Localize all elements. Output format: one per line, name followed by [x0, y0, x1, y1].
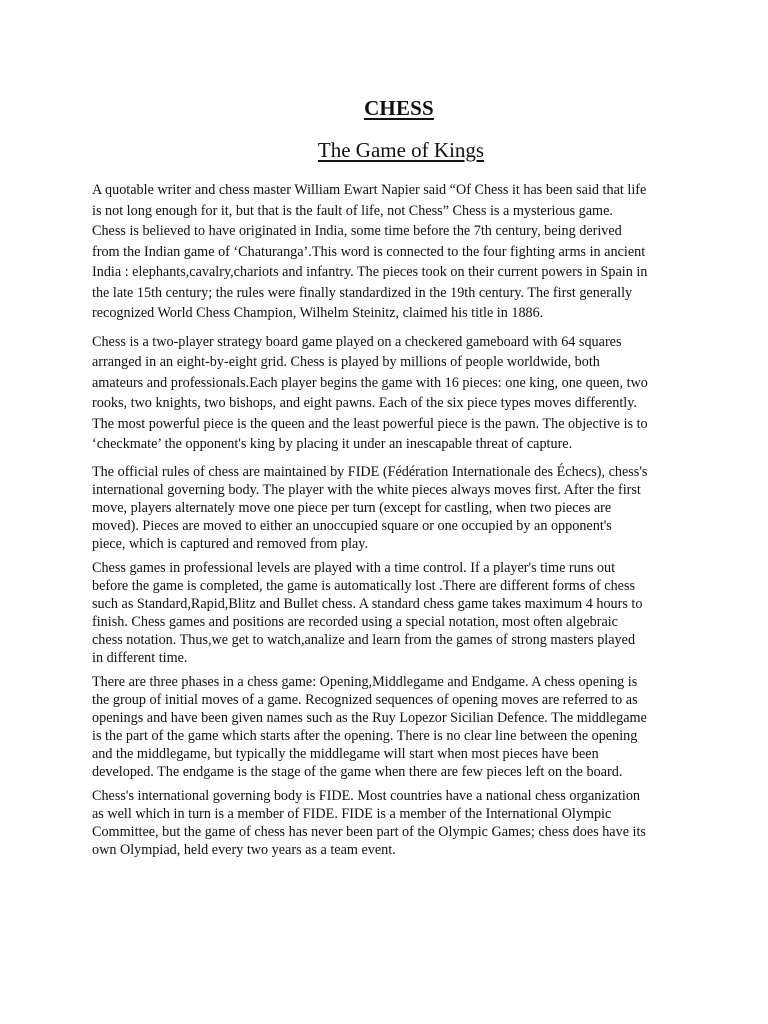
paragraph-official-rules: The official rules of chess are maintained by FIDE (Fédération Internationale des Échecs), chess's international governing body. The player with the white pieces always moves first. After the first move, players alternately move one piece per turn (except for castling, when two pieces are moved). Pieces are moved to either an unoccupied square or one occupied by an opponent's piece, which is captured and removed from play.: [92, 463, 648, 552]
paragraph-origins: A quotable writer and chess master William Ewart Napier said “Of Chess it has been said that life is not long enough for it, but that is the fault of life, not Chess” Chess is a mysterious game. Chess is believed to have originated in India, some time before the 7th century, being derived from the Indian game of ‘Chaturanga’.This word is connected to the four fighting arms in ancient India : elephants,cavalry,chariots and infantry. The pieces took on their current powers in Spain in the late 15th century; the rules were finally standardized in the 19th century. The first generally recognized World Chess Champion, Wilhelm Steinitz, claimed his title in 1886.: [92, 182, 648, 321]
paragraph-fide: Chess's international governing body is FIDE. Most countries have a national chess organization as well which in turn is a member of FIDE. FIDE is a member of the International Olympic Committee, but the game of chess has never been part of the Olympic Games; chess does have its own Olympiad, held every two years as a team event.: [92, 787, 646, 858]
paragraph-time-control: Chess games in professional levels are played with a time control. If a player's time runs out before the game is completed, the game is automatically lost .There are different forms of chess such as Standard,Rapid,Blitz and Bullet chess. A standard chess game takes maximum 4 hours to finish. Chess games and positions are recorded using a special notation, most often algebraic chess notation. Thus,we get to watch,analize and learn from the games of strong masters played in different time.: [92, 559, 643, 666]
document-title: CHESS: [364, 96, 434, 120]
document-subtitle: The Game of Kings: [317, 138, 485, 162]
document-body: [92, 180, 648, 865]
paragraph-board-and-pieces: Chess is a two-player strategy board game played on a checkered gameboard with 64 squares arranged in an eight-by-eight grid. Chess is played by millions of people worldwide, both amateurs and professionals.Each player begins the game with 16 pieces: one king, one queen, two rooks, two knights, two bishops, and eight pawns. Each of the six piece types moves differently. The most powerful piece is the queen and the least powerful piece is the pawn. The objective is to ‘checkmate’ the opponent's king by placing it under an inescapable threat of capture.: [92, 333, 648, 452]
paragraph-game-phases: There are three phases in a chess game: Opening,Middlegame and Endgame. A chess opening is the group of initial moves of a game. Recognized sequences of opening moves are referred to as openings and have been given names such as the Ruy Lopezor Sicilian Defence. The middlegame is the part of the game which starts after the opening. There is no clear line between the opening and the middlegame, but typically the middlegame will start when most pieces have been developed. The endgame is the stage of the game when there are few pieces left on the board.: [92, 673, 647, 780]
